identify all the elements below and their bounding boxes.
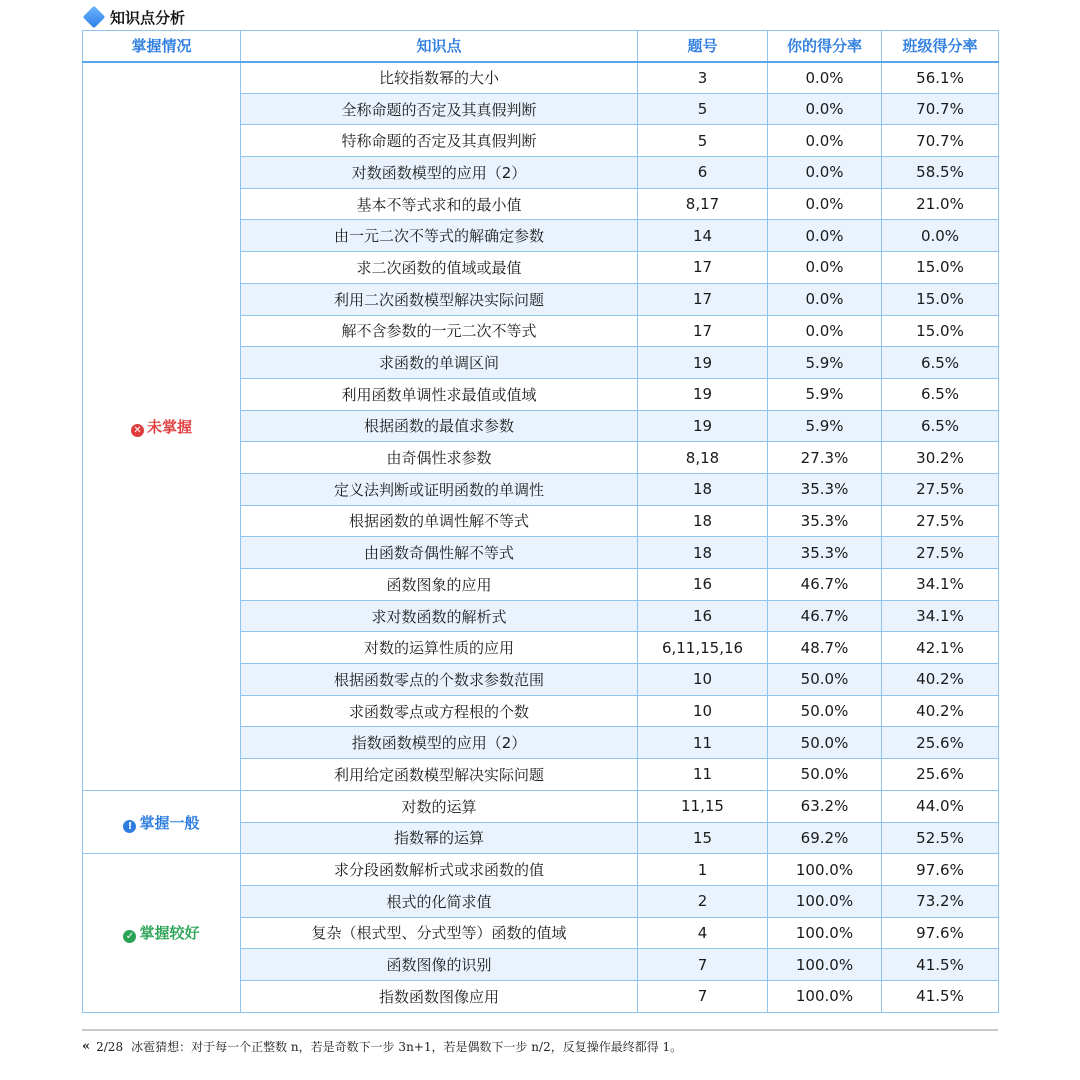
your-score-rate-cell: 35.3% — [768, 537, 882, 569]
your-score-rate-cell: 46.7% — [768, 569, 882, 601]
mastery-group-cell — [83, 790, 241, 853]
x-circle-icon: ✕ — [131, 424, 144, 437]
knowledge-point-cell: 由函数奇偶性解不等式 — [241, 537, 638, 569]
page-footer — [82, 1038, 682, 1055]
header-knowledge-point: 知识点 — [241, 31, 638, 62]
class-score-rate-cell: 15.0% — [882, 252, 999, 284]
class-score-rate-cell: 41.5% — [882, 949, 999, 981]
header-class-score-rate: 班级得分率 — [882, 31, 999, 62]
knowledge-table — [82, 30, 999, 1013]
page-number: 2/28 — [96, 1039, 124, 1054]
question-number-cell: 2 — [638, 885, 768, 917]
question-number-cell: 18 — [638, 473, 768, 505]
class-score-rate-cell: 97.6% — [882, 854, 999, 886]
class-score-rate-cell: 25.6% — [882, 759, 999, 791]
class-score-rate-cell: 25.6% — [882, 727, 999, 759]
knowledge-point-cell: 指数幂的运算 — [241, 822, 638, 854]
your-score-rate-cell: 46.7% — [768, 600, 882, 632]
your-score-rate-cell: 0.0% — [768, 157, 882, 189]
your-score-rate-cell: 0.0% — [768, 220, 882, 252]
knowledge-point-cell: 根据函数零点的个数求参数范围 — [241, 664, 638, 696]
question-number-cell: 10 — [638, 695, 768, 727]
header-mastery: 掌握情况 — [83, 31, 241, 62]
class-score-rate-cell: 97.6% — [882, 917, 999, 949]
your-score-rate-cell: 100.0% — [768, 980, 882, 1012]
question-number-cell: 19 — [638, 378, 768, 410]
mastery-group-label: 掌握一般 — [139, 813, 200, 832]
class-score-rate-cell: 30.2% — [882, 442, 999, 474]
your-score-rate-cell: 0.0% — [768, 283, 882, 315]
knowledge-point-cell: 对数的运算性质的应用 — [241, 632, 638, 664]
header-your-score-rate: 你的得分率 — [768, 31, 882, 62]
your-score-rate-cell: 0.0% — [768, 252, 882, 284]
diamond-icon — [83, 6, 106, 29]
question-number-cell: 11 — [638, 759, 768, 791]
class-score-rate-cell: 6.5% — [882, 410, 999, 442]
your-score-rate-cell: 69.2% — [768, 822, 882, 854]
knowledge-point-cell: 基本不等式求和的最小值 — [241, 188, 638, 220]
question-number-cell: 16 — [638, 569, 768, 601]
your-score-rate-cell: 0.0% — [768, 188, 882, 220]
question-number-cell: 15 — [638, 822, 768, 854]
class-score-rate-cell: 15.0% — [882, 315, 999, 347]
your-score-rate-cell: 50.0% — [768, 664, 882, 696]
your-score-rate-cell: 0.0% — [768, 125, 882, 157]
question-number-cell: 6 — [638, 157, 768, 189]
knowledge-point-cell: 函数图象的应用 — [241, 569, 638, 601]
question-number-cell: 7 — [638, 980, 768, 1012]
class-score-rate-cell: 27.5% — [882, 505, 999, 537]
knowledge-point-cell: 求函数的单调区间 — [241, 347, 638, 379]
your-score-rate-cell: 5.9% — [768, 347, 882, 379]
question-number-cell: 5 — [638, 93, 768, 125]
your-score-rate-cell: 5.9% — [768, 410, 882, 442]
question-number-cell: 18 — [638, 505, 768, 537]
class-score-rate-cell: 15.0% — [882, 283, 999, 315]
question-number-cell: 17 — [638, 283, 768, 315]
knowledge-point-cell: 复杂（根式型、分式型等）函数的值域 — [241, 917, 638, 949]
your-score-rate-cell: 100.0% — [768, 854, 882, 886]
question-number-cell: 19 — [638, 410, 768, 442]
knowledge-point-cell: 特称命题的否定及其真假判断 — [241, 125, 638, 157]
knowledge-point-cell: 解不含参数的一元二次不等式 — [241, 315, 638, 347]
knowledge-point-cell: 对数函数模型的应用（2） — [241, 157, 638, 189]
knowledge-point-cell: 对数的运算 — [241, 790, 638, 822]
class-score-rate-cell: 6.5% — [882, 378, 999, 410]
knowledge-point-cell: 利用函数单调性求最值或值域 — [241, 378, 638, 410]
knowledge-point-cell: 根据函数的最值求参数 — [241, 410, 638, 442]
class-score-rate-cell: 52.5% — [882, 822, 999, 854]
mastery-group-label: 未掌握 — [146, 417, 192, 436]
footer-quote: 冰雹猜想：对于每一个正整数 n，若是奇数下一步 3n+1，若是偶数下一步 n/2，反复操作最终都得 1。 — [131, 1040, 683, 1054]
your-score-rate-cell: 5.9% — [768, 378, 882, 410]
section-title: 知识点分析 — [110, 8, 186, 27]
your-score-rate-cell: 100.0% — [768, 917, 882, 949]
knowledge-point-cell: 由奇偶性求参数 — [241, 442, 638, 474]
your-score-rate-cell: 0.0% — [768, 315, 882, 347]
table-row — [83, 790, 999, 822]
your-score-rate-cell: 50.0% — [768, 759, 882, 791]
mastery-group-cell — [83, 854, 241, 1012]
question-number-cell: 8,17 — [638, 188, 768, 220]
your-score-rate-cell: 100.0% — [768, 949, 882, 981]
class-score-rate-cell: 42.1% — [882, 632, 999, 664]
question-number-cell: 18 — [638, 537, 768, 569]
class-score-rate-cell: 0.0% — [882, 220, 999, 252]
question-number-cell: 19 — [638, 347, 768, 379]
info-circle-icon: ! — [123, 820, 136, 833]
mastery-group-label: 掌握较好 — [139, 924, 200, 943]
class-score-rate-cell: 44.0% — [882, 790, 999, 822]
section-header — [82, 4, 185, 30]
check-circle-icon: ✓ — [123, 930, 136, 943]
class-score-rate-cell: 41.5% — [882, 980, 999, 1012]
knowledge-point-cell: 指数函数模型的应用（2） — [241, 727, 638, 759]
knowledge-point-cell: 求二次函数的值域或最值 — [241, 252, 638, 284]
question-number-cell: 16 — [638, 600, 768, 632]
knowledge-point-cell: 指数函数图像应用 — [241, 980, 638, 1012]
your-score-rate-cell: 100.0% — [768, 885, 882, 917]
question-number-cell: 4 — [638, 917, 768, 949]
class-score-rate-cell: 21.0% — [882, 188, 999, 220]
knowledge-point-cell: 函数图像的识别 — [241, 949, 638, 981]
question-number-cell: 8,18 — [638, 442, 768, 474]
header-question-number: 题号 — [638, 31, 768, 62]
question-number-cell: 1 — [638, 854, 768, 886]
question-number-cell: 14 — [638, 220, 768, 252]
knowledge-point-cell: 根式的化简求值 — [241, 885, 638, 917]
class-score-rate-cell: 34.1% — [882, 569, 999, 601]
your-score-rate-cell: 50.0% — [768, 695, 882, 727]
class-score-rate-cell: 40.2% — [882, 664, 999, 696]
class-score-rate-cell: 27.5% — [882, 473, 999, 505]
your-score-rate-cell: 0.0% — [768, 93, 882, 125]
your-score-rate-cell: 35.3% — [768, 473, 882, 505]
class-score-rate-cell: 27.5% — [882, 537, 999, 569]
table-header-row — [83, 31, 999, 62]
your-score-rate-cell: 50.0% — [768, 727, 882, 759]
table-row — [83, 854, 999, 886]
your-score-rate-cell: 35.3% — [768, 505, 882, 537]
class-score-rate-cell: 73.2% — [882, 885, 999, 917]
question-number-cell: 17 — [638, 252, 768, 284]
question-number-cell: 3 — [638, 62, 768, 94]
knowledge-point-cell: 求分段函数解析式或求函数的值 — [241, 854, 638, 886]
question-number-cell: 11,15 — [638, 790, 768, 822]
class-score-rate-cell: 70.7% — [882, 125, 999, 157]
knowledge-point-cell: 根据函数的单调性解不等式 — [241, 505, 638, 537]
knowledge-point-cell: 求对数函数的解析式 — [241, 600, 638, 632]
knowledge-point-cell: 定义法判断或证明函数的单调性 — [241, 473, 638, 505]
knowledge-point-cell: 由一元二次不等式的解确定参数 — [241, 220, 638, 252]
your-score-rate-cell: 0.0% — [768, 62, 882, 94]
knowledge-point-cell: 比较指数幂的大小 — [241, 62, 638, 94]
question-number-cell: 7 — [638, 949, 768, 981]
your-score-rate-cell: 48.7% — [768, 632, 882, 664]
class-score-rate-cell: 6.5% — [882, 347, 999, 379]
knowledge-point-cell: 利用给定函数模型解决实际问题 — [241, 759, 638, 791]
chevron-left-icon: « — [82, 1039, 91, 1054]
mastery-group-cell — [83, 62, 241, 791]
question-number-cell: 11 — [638, 727, 768, 759]
class-score-rate-cell: 58.5% — [882, 157, 999, 189]
question-number-cell: 10 — [638, 664, 768, 696]
class-score-rate-cell: 34.1% — [882, 600, 999, 632]
knowledge-point-cell: 求函数零点或方程根的个数 — [241, 695, 638, 727]
footer-divider — [82, 1029, 998, 1031]
your-score-rate-cell: 63.2% — [768, 790, 882, 822]
class-score-rate-cell: 56.1% — [882, 62, 999, 94]
question-number-cell: 17 — [638, 315, 768, 347]
table-row — [83, 62, 999, 94]
question-number-cell: 5 — [638, 125, 768, 157]
your-score-rate-cell: 27.3% — [768, 442, 882, 474]
class-score-rate-cell: 40.2% — [882, 695, 999, 727]
class-score-rate-cell: 70.7% — [882, 93, 999, 125]
question-number-cell: 6,11,15,16 — [638, 632, 768, 664]
knowledge-point-cell: 全称命题的否定及其真假判断 — [241, 93, 638, 125]
knowledge-point-cell: 利用二次函数模型解决实际问题 — [241, 283, 638, 315]
